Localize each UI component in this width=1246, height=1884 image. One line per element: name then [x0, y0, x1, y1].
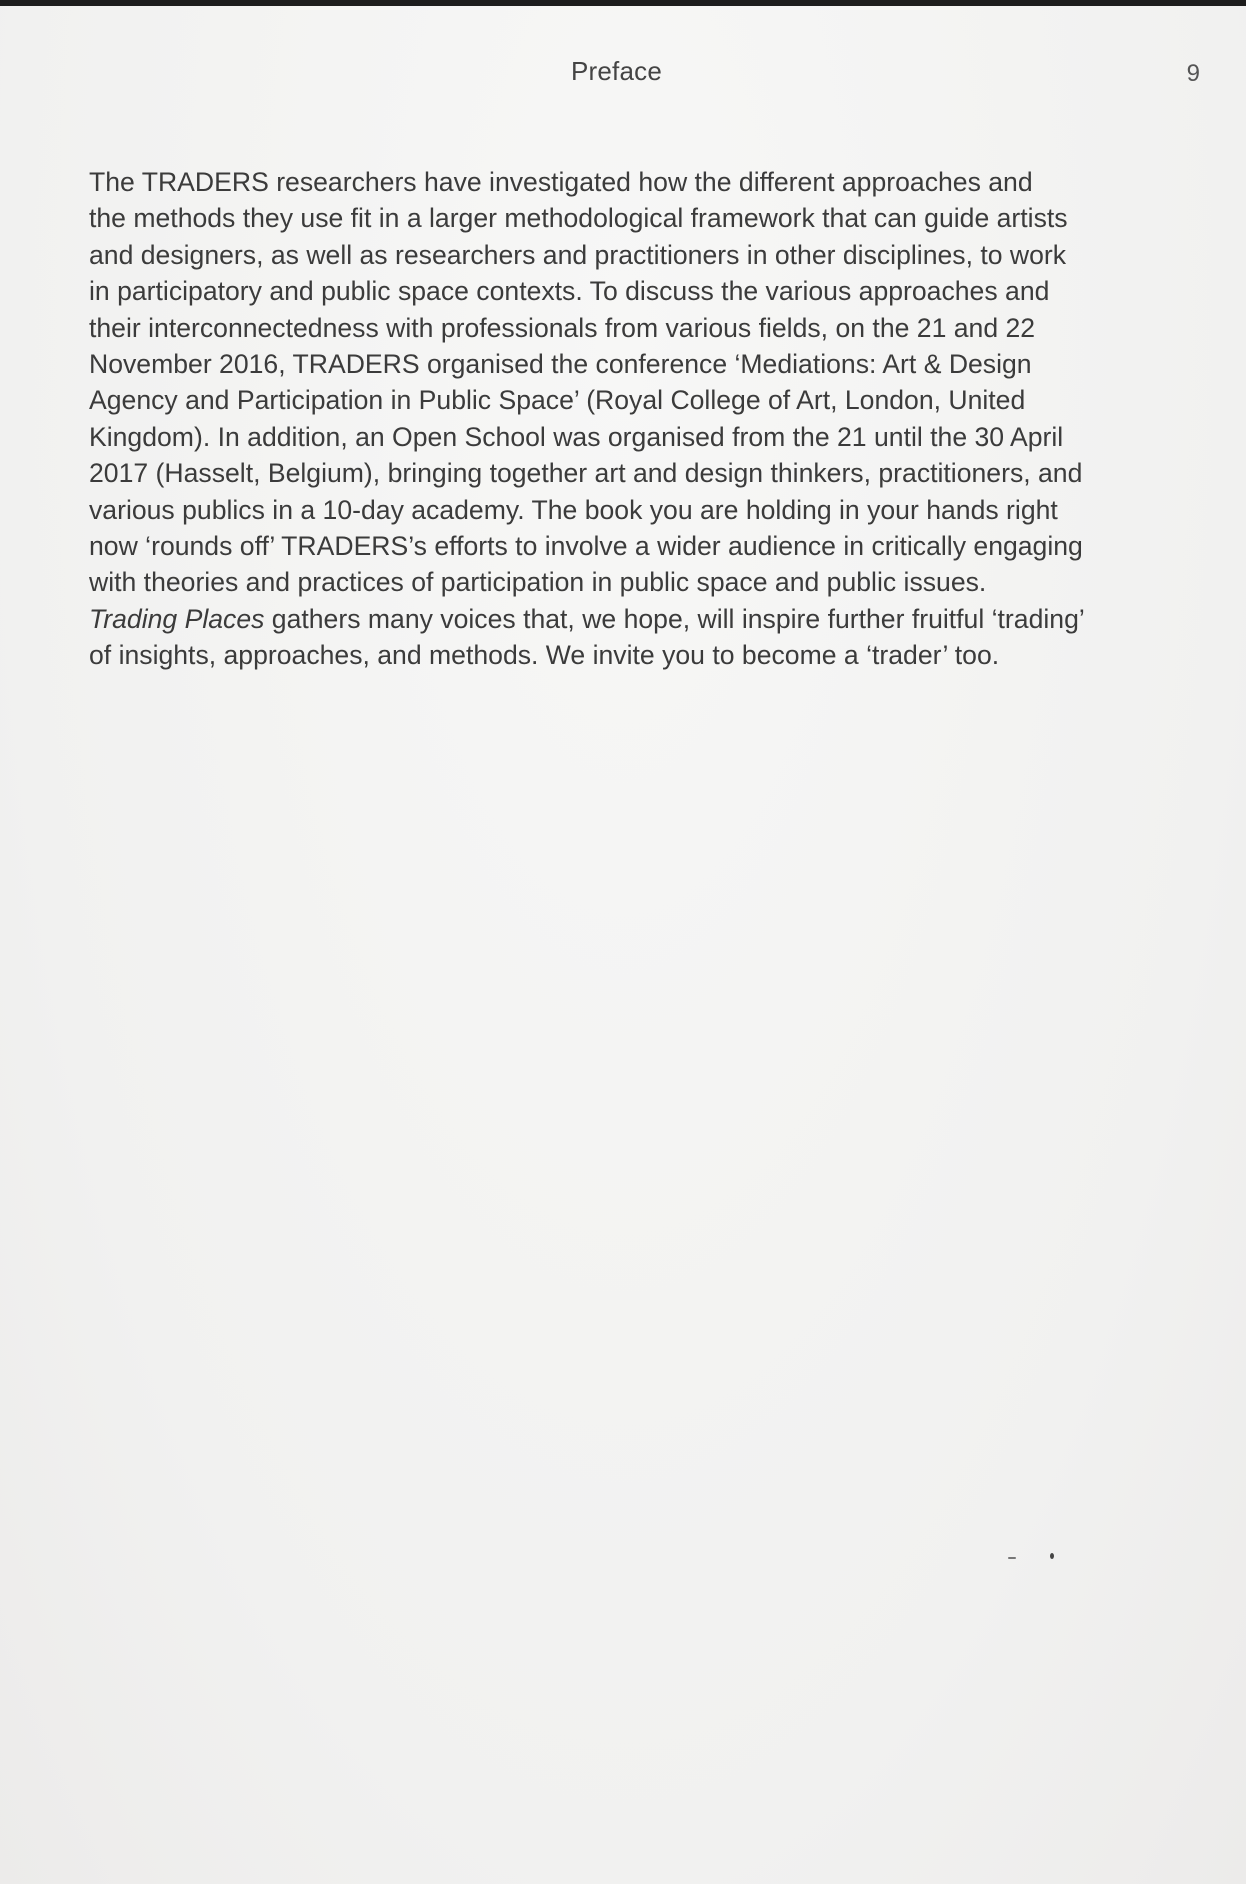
text-line: the methods they use fit in a larger methodological framework that can guide artists: [89, 203, 1068, 234]
text-line: Kingdom). In addition, an Open School was organised from the 21 until the 30 April: [89, 421, 1064, 452]
page-top-edge: [0, 0, 1246, 6]
paper-speck: [1050, 1553, 1054, 1559]
body-paragraph: [89, 164, 1165, 674]
page-number: 9: [1186, 60, 1200, 87]
text-line: with theories and practices of participation in public space and public issues.: [89, 567, 987, 598]
text-line: [89, 601, 1165, 637]
text-line: and designers, as well as researchers and practitioners in other disciplines, to work: [89, 239, 1067, 270]
running-title: Preface: [570, 56, 662, 86]
text-line: various publics in a 10-day academy. The book you are holding in your hands right: [89, 494, 1058, 525]
text-line-rest: gathers many voices that, we hope, will inspire further fruitful ‘trading’: [264, 603, 1085, 634]
text-line: 2017 (Hasselt, Belgium), bringing together art and design thinkers, practitioners, and: [89, 458, 1083, 489]
text-line: their interconnectedness with professionals from various fields, on the 21 and 22: [89, 312, 1036, 343]
text-line: The TRADERS researchers have investigated how the different approaches and: [89, 167, 1033, 197]
text-line: now ‘rounds off’ TRADERS’s efforts to involve a wider audience in critically engaging: [89, 531, 1083, 562]
text-line: Agency and Participation in Public Space’ (Royal College of Art, London, United: [89, 385, 1026, 416]
text-line: of insights, approaches, and methods. We invite you to become a ‘trader’ too.: [89, 640, 1000, 671]
book-title-italic: Trading Places: [89, 603, 265, 634]
text-line: in participatory and public space contexts. To discuss the various approaches and: [89, 276, 1050, 307]
text-line: November 2016, TRADERS organised the conference ‘Mediations: Art & Design: [89, 349, 1032, 380]
paper-speck: [1008, 1557, 1016, 1559]
